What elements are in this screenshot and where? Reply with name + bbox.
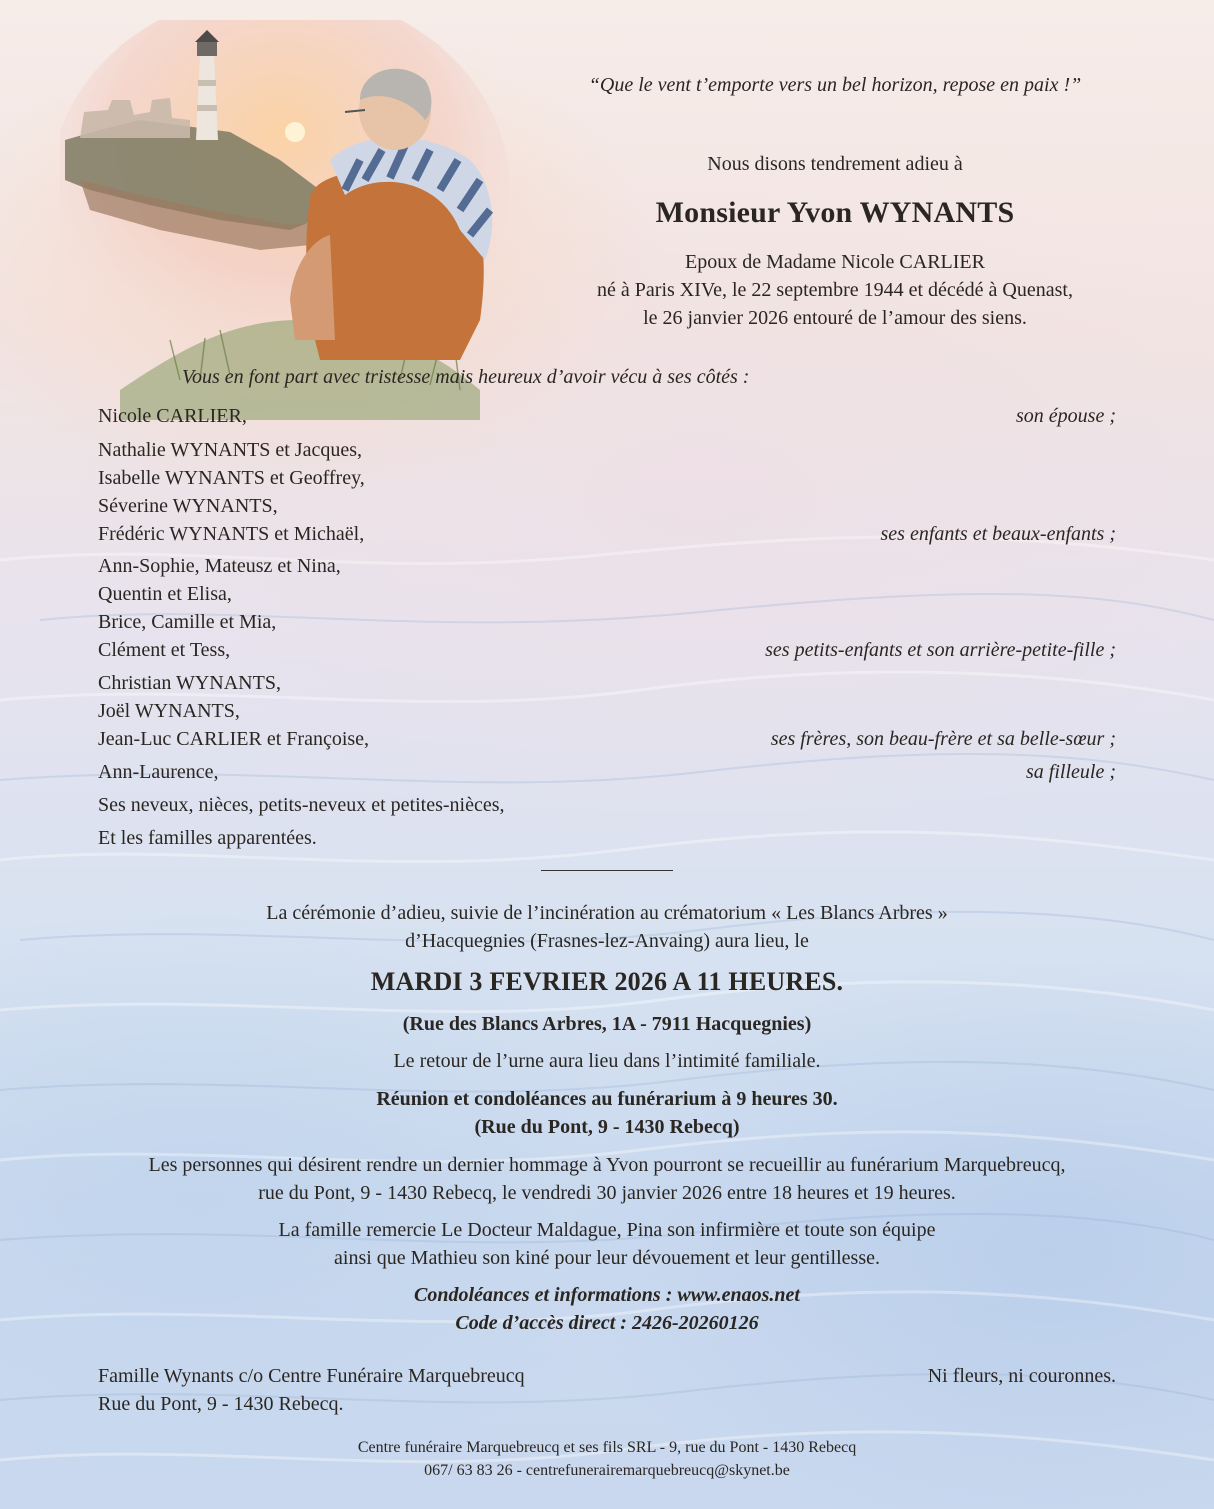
announcement-lead: Vous en font part avec tristesse mais heureux d’avoir vécu à ses côtés : xyxy=(182,366,750,388)
meeting-info xyxy=(80,1085,1134,1141)
family-relation: ses enfants et beaux-enfants ; xyxy=(880,523,1116,545)
lighthouse-illustration xyxy=(60,20,510,420)
ceremony-address: (Rue des Blancs Arbres, 1A - 7911 Hacquegnies) xyxy=(402,1013,812,1035)
surrounded-line: le 26 janvier 2026 entouré de l’amour des siens. xyxy=(643,307,1027,329)
lighthouse-icon xyxy=(195,30,219,140)
intro-text: Nous disons tendrement adieu à xyxy=(707,153,963,175)
family-relation: ses petits-enfants et son arrière-petite-fille ; xyxy=(765,639,1116,661)
meeting-time: Réunion et condoléances au funérarium à 9 heures 30. xyxy=(376,1088,838,1110)
family-name: Frédéric WYNANTS et Michaël, xyxy=(98,523,365,545)
family-name: Jean-Luc CARLIER et Françoise, xyxy=(98,728,370,750)
family-row-relatives xyxy=(98,824,1116,852)
family-relation: son épouse ; xyxy=(1016,405,1116,427)
family-row-spouse xyxy=(98,402,1116,430)
tribute-line: Les personnes qui désirent rendre un dernier hommage à Yvon pourront se recueillir au funérarium Marquebreucq, xyxy=(148,1154,1066,1176)
family-name: Séverine WYNANTS, xyxy=(98,495,278,517)
family-relation: ses frères, son beau-frère et sa belle-sœur ; xyxy=(770,728,1116,750)
family-name: Clément et Tess, xyxy=(98,639,231,661)
family-name: Et les familles apparentées. xyxy=(98,827,317,849)
sun-icon xyxy=(285,122,305,142)
meeting-address: (Rue du Pont, 9 - 1430 Rebecq) xyxy=(474,1116,740,1138)
no-flowers-notice: Ni fleurs, ni couronnes. xyxy=(927,1365,1116,1387)
family-name: Ann-Laurence, xyxy=(98,761,219,783)
funeral-home-credits xyxy=(200,1436,1014,1482)
access-code: Code d’accès direct : 2426-20260126 xyxy=(455,1312,759,1334)
tribute-notice xyxy=(80,1151,1134,1207)
spouse-line: Epoux de Madame Nicole CARLIER xyxy=(685,251,985,273)
condolences-website[interactable]: Condoléances et informations : www.enaos.net xyxy=(414,1284,800,1306)
thanks-line: La famille remercie Le Docteur Maldague, Pina son infirmière et toute son équipe xyxy=(278,1219,936,1241)
family-name: Nicole CARLIER, xyxy=(98,405,247,427)
credits-line: Centre funéraire Marquebreucq et ses fils SRL - 9, rue du Pont - 1430 Rebecq xyxy=(357,1439,857,1456)
ceremony-line: d’Hacquegnies (Frasnes-lez-Anvaing) aura lieu, le xyxy=(405,930,809,952)
family-name: Joël WYNANTS, xyxy=(98,700,240,722)
family-row-siblings xyxy=(98,669,1116,753)
ceremony-date: MARDI 3 FEVRIER 2026 A 11 HEURES. xyxy=(370,967,844,996)
family-name: Nathalie WYNANTS et Jacques, xyxy=(98,439,363,461)
family-name: Ses neveux, nièces, petits-neveux et petites-nièces, xyxy=(98,794,505,816)
ceremony-line: La cérémonie d’adieu, suivie de l’incinération au crématorium « Les Blancs Arbres » xyxy=(266,902,948,924)
family-row-nephews xyxy=(98,791,1116,819)
address-line: Rue du Pont, 9 - 1430 Rebecq. xyxy=(98,1393,344,1415)
biography xyxy=(540,248,1130,332)
family-relation: sa filleule ; xyxy=(1026,761,1116,783)
family-name: Christian WYNANTS, xyxy=(98,672,281,694)
deceased-name: Monsieur Yvon WYNANTS xyxy=(655,196,1015,229)
credits-contact[interactable]: 067/ 63 83 26 - centrefunerairemarquebreucq@skynet.be xyxy=(424,1462,790,1479)
family-address xyxy=(98,1362,525,1418)
address-line: Famille Wynants c/o Centre Funéraire Marquebreucq xyxy=(98,1365,525,1387)
family-row-children xyxy=(98,436,1116,548)
birth-death-line: né à Paris XIVe, le 22 septembre 1944 et décédé à Quenast, xyxy=(597,279,1073,301)
quote: “Que le vent t’emporte vers un bel horizon, repose en paix !” xyxy=(588,74,1082,96)
family-row-grandchildren xyxy=(98,552,1116,664)
thanks-notice xyxy=(80,1216,1134,1272)
family-name: Quentin et Elisa, xyxy=(98,583,232,605)
family-row-goddaughter xyxy=(98,758,1116,786)
urn-notice: Le retour de l’urne aura lieu dans l’intimité familiale. xyxy=(393,1050,821,1072)
family-name: Isabelle WYNANTS et Geoffrey, xyxy=(98,467,365,489)
condolences-info xyxy=(80,1281,1134,1337)
tribute-line: rue du Pont, 9 - 1430 Rebecq, le vendredi 30 janvier 2026 entre 18 heures et 19 heures. xyxy=(258,1182,956,1204)
family-name: Brice, Camille et Mia, xyxy=(98,611,277,633)
family-name: Ann-Sophie, Mateusz et Nina, xyxy=(98,555,341,577)
thanks-line: ainsi que Mathieu son kiné pour leur dévouement et leur gentillesse. xyxy=(334,1247,880,1269)
ceremony-intro xyxy=(80,899,1134,955)
section-divider xyxy=(541,870,673,871)
